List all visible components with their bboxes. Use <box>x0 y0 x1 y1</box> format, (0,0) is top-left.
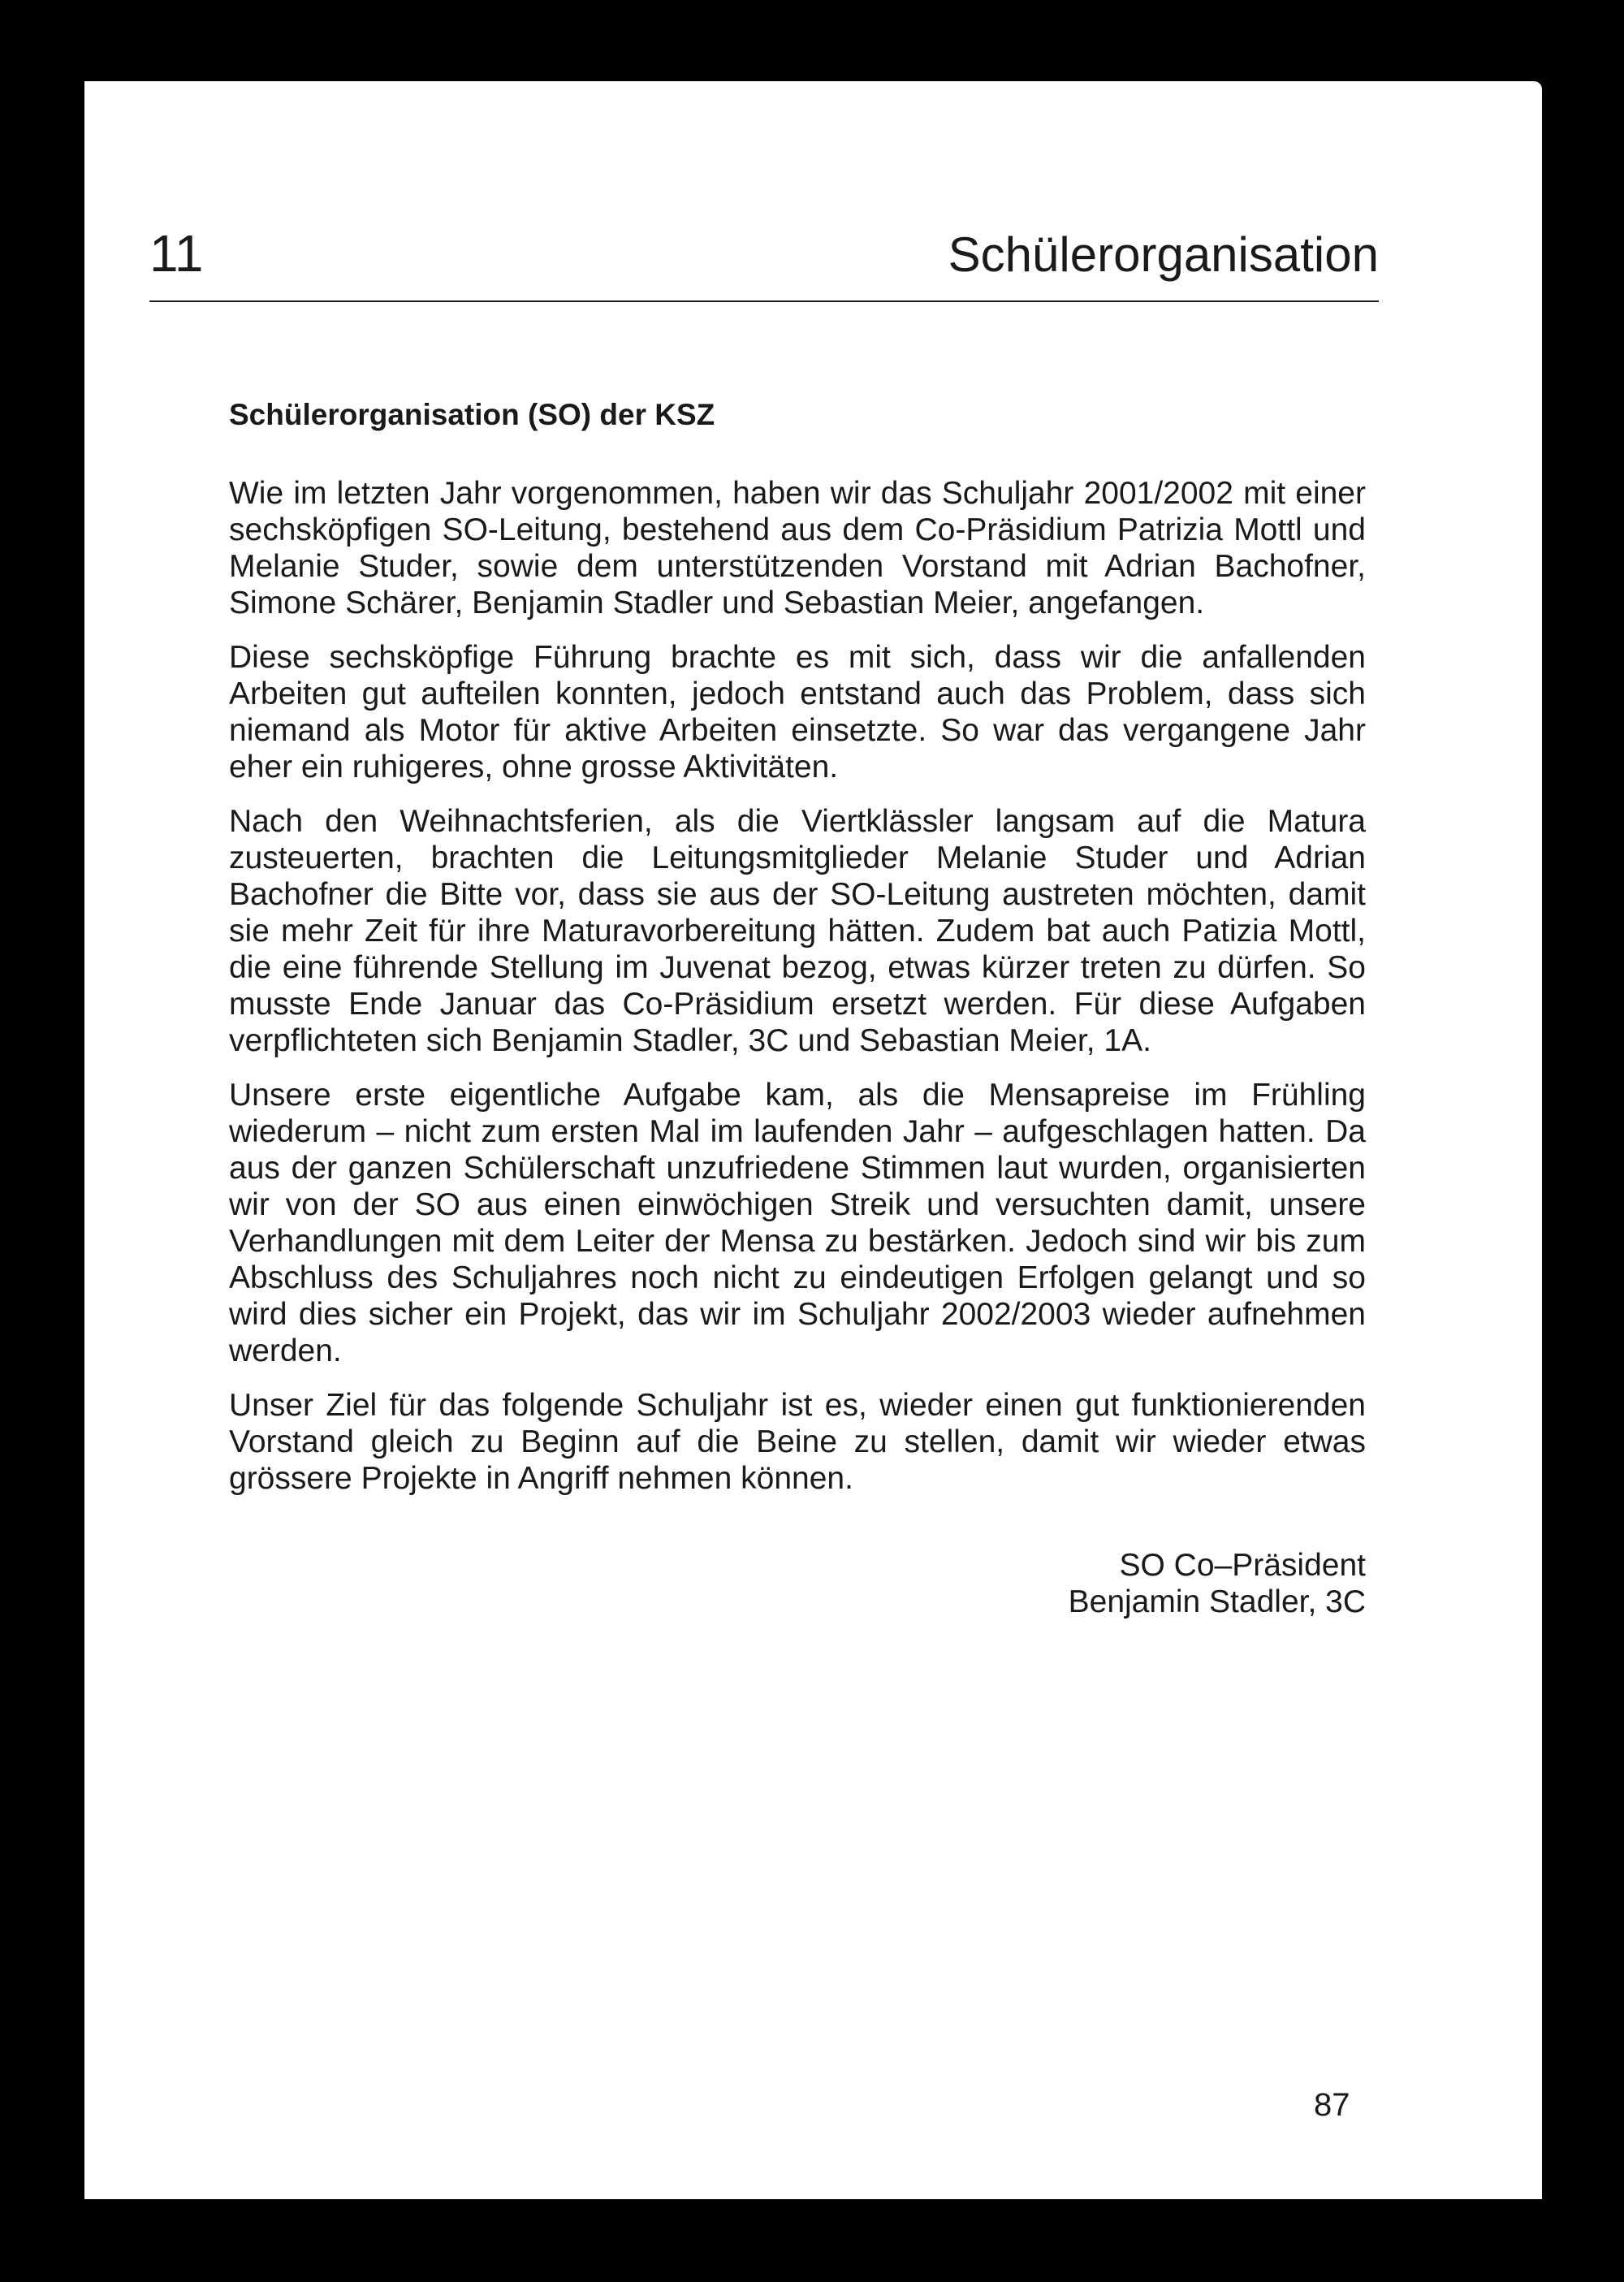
paragraph-4: Unsere erste eigentliche Aufgabe kam, als die Mensapreise im Frühling wiederum – nicht zum ersten Mal im laufenden Jahr – aufgeschlagen hatten. Da aus der ganzen Schülerschaft unzufriedene Stimmen laut wurden, organisierten wir von der SO aus einen einwöchigen Streik und versuchten damit, unsere Verhandlungen mit dem Leiter der Mensa zu bestärken. Jedoch sind wir bis zum Abschluss des Schuljahres noch nicht zu eindeutigen Erfolgen gelangt und so wird dies sicher ein Projekt, das wir im Schuljahr 2002/2003 wieder aufnehmen werden. <box>229 1078 1366 1368</box>
signature-block <box>229 1547 1366 1620</box>
paragraph-3: Nach den Weihnachtsferien, als die Viertklässler langsam auf die Matura zusteuerten, brachten die Leitungsmitglieder Melanie Studer und Adrian Bachofner die Bitte vor, dass sie aus der SO-Leitung austreten möchten, damit sie mehr Zeit für ihre Maturavorbereitung hätten. Zudem bat auch Patizia Mottl, die eine führende Stellung im Juvenat bezog, etwas kürzer treten zu dürfen. So musste Ende Januar das Co-Präsidium ersetzt werden. Für diese Aufgaben verpflichteten sich Benjamin Stadler, 3C und Sebastian Meier, 1A. <box>229 804 1366 1058</box>
paragraph-5: Unser Ziel für das folgende Schuljahr ist es, wieder einen gut funktionierenden Vorstand gleich zu Beginn auf die Beine zu stellen, damit wir wieder etwas grössere Projekte in Angriff nehmen können. <box>229 1388 1366 1496</box>
chapter-number: 11 <box>149 224 204 283</box>
article-body <box>229 382 1366 1620</box>
page-number: 87 <box>1314 2087 1350 2123</box>
signature-name: Benjamin Stadler, 3C <box>1068 1584 1366 1619</box>
signature-role: SO Co–Präsident <box>1119 1548 1366 1583</box>
paragraph-2: Diese sechsköpfige Führung brachte es mit sich, dass wir die anfallenden Arbeiten gut aufteilen konnten, jedoch entstand auch das Problem, dass sich niemand als Motor für aktive Arbeiten einsetzte. So war das vergangene Jahr eher ein ruhigeres, ohne grosse Aktivitäten. <box>229 640 1366 784</box>
paragraph-1: Wie im letzten Jahr vorgenommen, haben wir das Schuljahr 2001/2002 mit einer sechsköpfigen SO-Leitung, bestehend aus dem Co-Präsidium Patrizia Mottl und Melanie Studer, sowie dem unterstützenden Vorstand mit Adrian Bachofner, Simone Schärer, Benjamin Stadler und Sebastian Meier, angefangen. <box>229 476 1366 620</box>
section-heading: Schülerorganisation (SO) der KSZ <box>229 398 715 431</box>
chapter-title: Schülerorganisation <box>948 227 1379 282</box>
chapter-header <box>149 146 1379 302</box>
